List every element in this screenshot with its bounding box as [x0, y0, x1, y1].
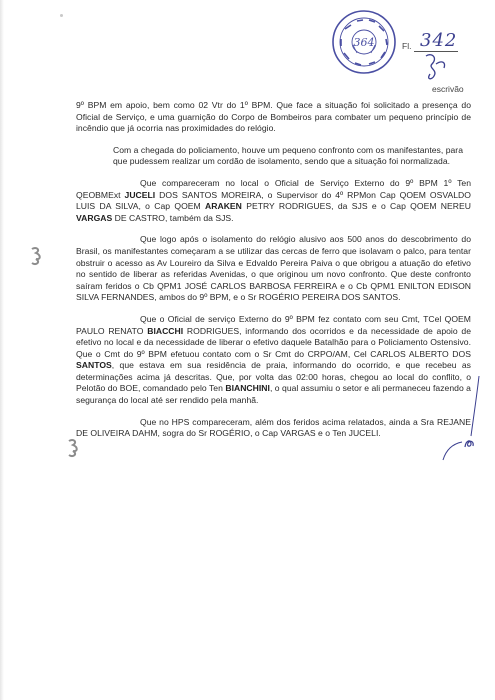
court-seal-stamp	[331, 9, 397, 75]
text-run: DE CASTRO, também da SJS.	[112, 212, 234, 223]
paragraph	[76, 100, 471, 135]
text-run: , que estava em sua residência de praia, informando do ocorrido, e que recebeu as determinações acima já descritas. Que, por volta das 02:00 horas, chegou ao local do conflito, o Pelotão do BOE, comandado pelo Ten	[76, 360, 471, 394]
text-run: Que o Oficial de serviço Externo do 9º BPM fez contato com seu Cmt, TCel QOEM PAULO RENATO	[76, 313, 471, 336]
binder-hole-mark-top	[30, 246, 42, 266]
text-run: Que logo após o isolamento do relógio alusivo aos 500 anos do descobrimento do Brasil, os manifestantes começaram a se utilizar das cercas de ferro que isolavam o palco, para tentar obstruir o acesso as Av Loureiro da Silva e Edvaldo Pereira Paiva o que obrigou a atuação do efetivo no sentido de liberar as referidas Avenidas, o que originou um novo confronto. Que deste confronto saíram feridos o Cb QPM1 JOSÉ CARLOS BARBOSA FERREIRA e o Cb QPM1 ENILTON EDISON SILVA FERNANDES, ambos do 9º BPM, e o Sr ROGÉRIO PEREIRA DOS SANTOS.	[76, 234, 471, 303]
text-run: RODRIGUES, informando dos ocorridos e da necessidade de apoio de efetivo no local e da necessidade de liberar o efetivo daquele Batalhão para o Policiamento Ostensivo. Que o Cmt do 9º BPM efetuou contato com o Sr Cmt do CRPO/AM, Cel CARLOS ALBERTO DOS	[76, 325, 471, 359]
paragraph	[76, 145, 471, 168]
text-run: , o qual assumiu o setor e ali permaneceu fazendo a segurança do local até ser rendido pela manhã.	[76, 383, 471, 406]
bold-name: BIANCHINI	[225, 383, 270, 394]
bold-name: BIACCHI	[147, 325, 184, 336]
bold-name: ARAKEN	[205, 201, 242, 212]
document-body	[76, 100, 471, 440]
clerk-signature	[414, 50, 456, 84]
paragraph	[76, 234, 471, 304]
margin-pen-hook	[438, 440, 464, 466]
text-run: Que no HPS compareceram, além dos feridos acima relatados, ainda a Sra REJANE DE OLIVEIRA DAHM, sogra do Sr ROGÉRIO, o Cap VARGAS e o Ten JUCELI.	[76, 416, 471, 439]
text-run: PETRY RODRIGUES, da SJS e o Cap QOEM NEREU	[241, 201, 471, 212]
folha-number: 342	[420, 30, 458, 51]
paragraph	[76, 417, 471, 440]
paragraph	[76, 178, 471, 224]
folha-label: Fl.	[402, 41, 412, 51]
seal-center-number: 364	[353, 36, 375, 49]
margin-initial-mark	[462, 437, 476, 449]
binder-hole-mark-bottom	[30, 438, 87, 458]
text-run: DOS SANTOS MOREIRA, o Supervisor do 4º RPMon Cap QOEM OSVALDO LUIS DA SILVA, o Cap QOEM	[76, 189, 471, 212]
text-run: Com a chegada do policiamento, houve um pequeno confronto com os manifestantes, para que pudessem realizar um cordão de isolamento, sendo que a situação foi normalizada.	[113, 144, 463, 167]
text-run: 9º BPM em apoio, bem como 02 Vtr do 1º BPM. Que face a situação foi solicitado a presença do Oficial de Serviço, e uma guarnição do Corpo de Bombeiros para combater um pequeno princípio de incêndio que já ocorria nas proximidades do relógio.	[76, 100, 471, 134]
bold-name: SANTOS	[76, 360, 112, 371]
margin-pen-stroke	[468, 374, 482, 438]
escrivao-label: escrivão	[432, 84, 464, 94]
bold-name: VARGAS	[76, 212, 113, 223]
text-run: Que compareceram no local o Oficial de Serviço Externo do 9º BPM 1º Ten QEOBMExt	[76, 177, 471, 200]
paragraph	[76, 314, 471, 407]
scan-smudge	[60, 14, 63, 17]
bold-name: JUCELI	[124, 189, 156, 200]
